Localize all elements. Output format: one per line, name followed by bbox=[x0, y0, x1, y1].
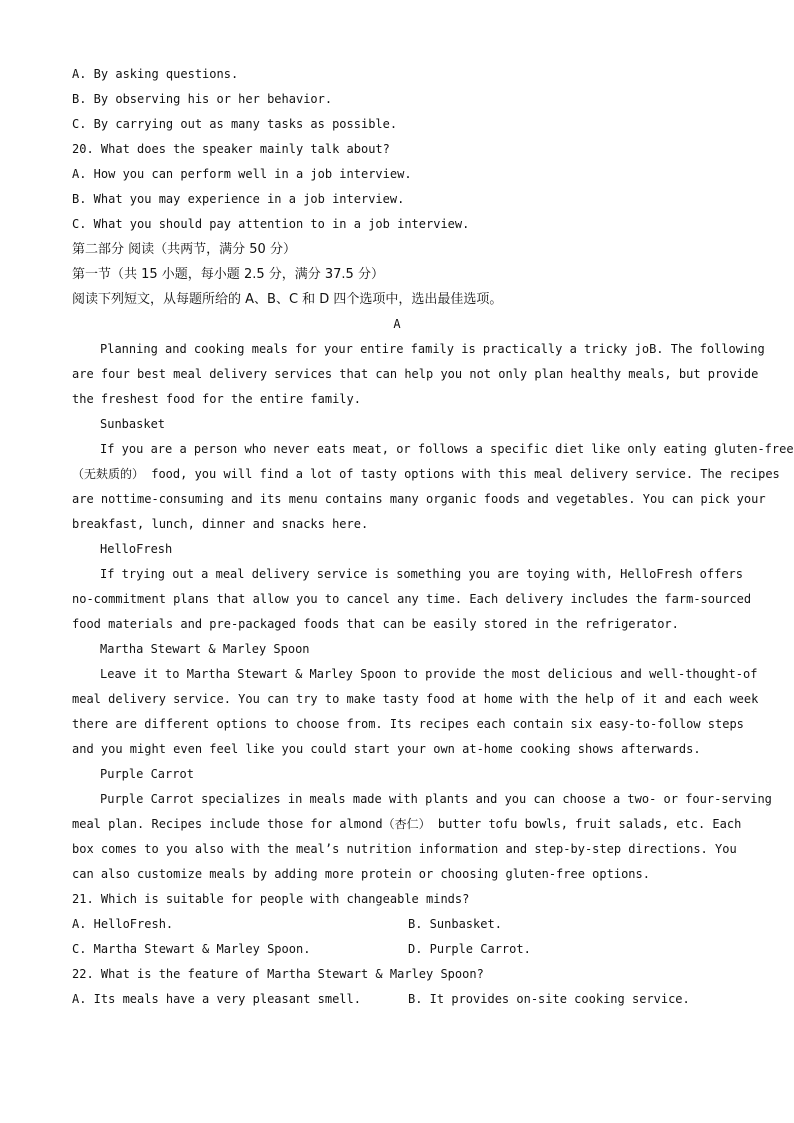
q20-option-c: C. What you should pay attention to in a job interview. bbox=[72, 217, 470, 231]
service-name-sunbasket: Sunbasket bbox=[100, 417, 166, 431]
martha-line: there are different options to choose from. Its recipes each contain six easy-to-follow steps bbox=[72, 717, 744, 731]
intro-line: the freshest food for the entire family. bbox=[72, 392, 361, 406]
q21-options-row-1 bbox=[72, 912, 722, 937]
q21-option-a: A. HelloFresh. bbox=[72, 917, 174, 931]
sunbasket-line: are nottime-consuming and its menu contains many organic foods and vegetables. You can pick your bbox=[72, 492, 766, 506]
q19-option-c: C. By carrying out as many tasks as possible. bbox=[72, 117, 398, 131]
intro-line: are four best meal delivery services that can help you not only plan healthy meals, but provide bbox=[72, 367, 759, 381]
q20-option-b: B. What you may experience in a job interview. bbox=[72, 192, 405, 206]
service-name-hellofresh: HelloFresh bbox=[100, 542, 173, 556]
martha-line: Leave it to Martha Stewart & Marley Spoon to provide the most delicious and well-thought-of bbox=[100, 667, 758, 681]
q21-option-d: D. Purple Carrot. bbox=[408, 942, 531, 956]
section-title: 第一节（共 15 小题，每小题 2.5 分，满分 37.5 分） bbox=[72, 267, 384, 282]
hellofresh-line: food materials and pre-packaged foods that can be easily stored in the refrigerator. bbox=[72, 617, 679, 631]
q20-stem: 20. What does the speaker mainly talk about? bbox=[72, 142, 390, 156]
purple-carrot-line: meal plan. Recipes include those for almond（杏仁） butter tofu bowls, fruit salads, etc. Each bbox=[72, 817, 742, 831]
q21-stem: 21. Which is suitable for people with changeable minds? bbox=[72, 892, 470, 906]
purple-carrot-line: Purple Carrot specializes in meals made with plants and you can choose a two- or four-serving bbox=[100, 792, 772, 806]
purple-carrot-line: can also customize meals by adding more protein or choosing gluten-free options. bbox=[72, 867, 650, 881]
intro-line: Planning and cooking meals for your entire family is practically a tricky joB. The following bbox=[100, 342, 765, 356]
q21-option-c: C. Martha Stewart & Marley Spoon. bbox=[72, 942, 311, 956]
martha-line: meal delivery service. You can try to make tasty food at home with the help of it and each week bbox=[72, 692, 759, 706]
q22-option-b: B. It provides on-site cooking service. bbox=[408, 992, 690, 1006]
q20-option-a: A. How you can perform well in a job interview. bbox=[72, 167, 412, 181]
passage-label: A bbox=[393, 317, 401, 331]
q21-options-row-2 bbox=[72, 937, 722, 962]
page-content bbox=[72, 62, 794, 1012]
q19-option-a: A. By asking questions. bbox=[72, 67, 239, 81]
q19-option-b: B. By observing his or her behavior. bbox=[72, 92, 333, 106]
purple-carrot-line: box comes to you also with the meal’s nutrition information and step-by-step directions. You bbox=[72, 842, 737, 856]
q22-stem: 22. What is the feature of Martha Stewart & Marley Spoon? bbox=[72, 967, 484, 981]
service-name-martha-stewart: Martha Stewart & Marley Spoon bbox=[100, 642, 310, 656]
instruction: 阅读下列短文，从每题所给的 A、B、C 和 D 四个选项中，选出最佳选项。 bbox=[72, 292, 503, 307]
part-title: 第二部分 阅读（共两节，满分 50 分） bbox=[72, 242, 296, 257]
q22-options-row-1 bbox=[72, 987, 722, 1012]
hellofresh-line: If trying out a meal delivery service is something you are toying with, HelloFresh offers bbox=[100, 567, 743, 581]
martha-line: and you might even feel like you could start your own at-home cooking shows afterwards. bbox=[72, 742, 701, 756]
sunbasket-line: If you are a person who never eats meat, or follows a specific diet like only eating gluten-free bbox=[100, 442, 794, 456]
sunbasket-line: （无麸质的） food, you will find a lot of tasty options with this meal delivery service. The recipes bbox=[72, 467, 780, 481]
service-name-purple-carrot: Purple Carrot bbox=[100, 767, 194, 781]
hellofresh-line: no-commitment plans that allow you to cancel any time. Each delivery includes the farm-sourced bbox=[72, 592, 752, 606]
q21-option-b: B. Sunbasket. bbox=[408, 917, 502, 931]
q22-option-a: A. Its meals have a very pleasant smell. bbox=[72, 992, 361, 1006]
sunbasket-line: breakfast, lunch, dinner and snacks here. bbox=[72, 517, 369, 531]
